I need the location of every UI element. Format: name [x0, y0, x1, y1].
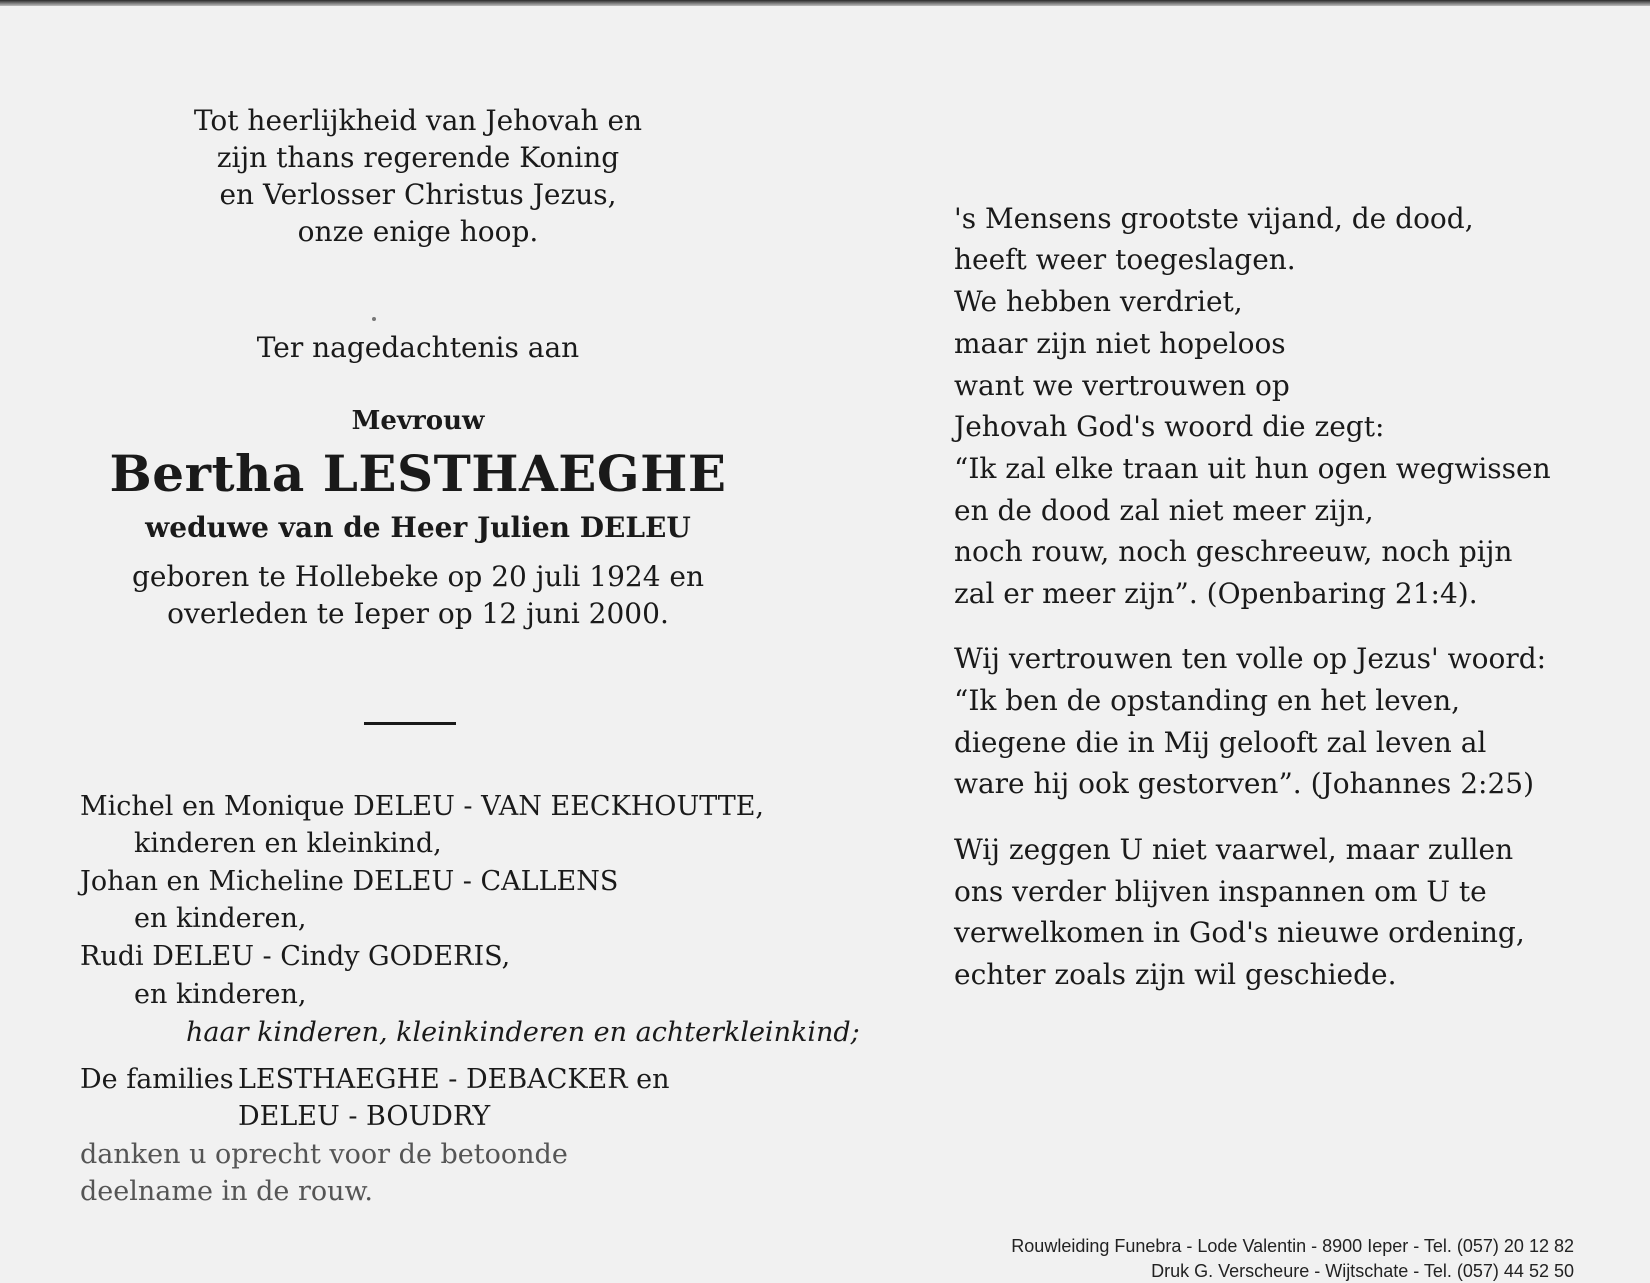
family-line-4: en kinderen, — [134, 903, 307, 934]
verse-line-5: want we vertrouwen op — [954, 369, 1290, 402]
verse-line-10: zal er meer zijn”. (Openbaring 21:4). — [954, 577, 1478, 610]
family-line-5: Rudi DELEU - Cindy GODERIS, — [80, 941, 511, 972]
quote-line-3: diegene die in Mij gelooft zal leven al — [954, 726, 1487, 759]
quote-line-4: ware hij ook gestorven”. (Johannes 2:25) — [954, 767, 1535, 800]
thanks-line-1: danken u oprecht voor de betoonde — [80, 1139, 568, 1170]
widow-of: weduwe van de Heer Julien DELEU — [145, 511, 691, 544]
verse-line-1: 's Mensens grootste vijand, de dood, — [954, 202, 1474, 235]
family-line-6: en kinderen, — [134, 979, 307, 1010]
honorific: Mevrouw — [351, 406, 485, 436]
separator-rule — [364, 722, 456, 725]
family-line-3: Johan en Micheline DELEU - CALLENS — [80, 866, 619, 897]
print-speck — [372, 317, 376, 321]
verse-line-8: en de dood zal niet meer zijn, — [954, 494, 1374, 527]
verse-line-7: “Ik zal elke traan uit hun ogen wegwissen — [954, 452, 1551, 485]
families-names-1: LESTHAEGHE - DEBACKER en — [238, 1064, 670, 1095]
verse-top-line-1: Tot heerlijkheid van Jehovah en — [193, 104, 643, 137]
verse-line-9: noch rouw, noch geschreeuw, noch pijn — [954, 535, 1513, 568]
families-label: De families — [80, 1064, 234, 1095]
family-line-2: kinderen en kleinkind, — [134, 828, 442, 859]
farewell-line-1: Wij zeggen U niet vaarwel, maar zullen — [954, 833, 1514, 866]
farewell-line-3: verwelkomen in God's nieuwe ordening, — [954, 916, 1525, 949]
family-italic-line: haar kinderen, kleinkinderen en achterkleinkind; — [186, 1017, 860, 1048]
memorial-intro: Ter nagedachtenis aan — [256, 331, 580, 364]
verse-line-4: maar zijn niet hopeloos — [954, 327, 1286, 360]
quote-line-1: Wij vertrouwen ten volle op Jezus' woord: — [954, 642, 1547, 675]
families-names-2: DELEU - BOUDRY — [238, 1101, 491, 1132]
quote-line-2: “Ik ben de opstanding en het leven, — [954, 684, 1461, 717]
thanks-line-2: deelname in de rouw. — [80, 1176, 374, 1207]
verse-line-2: heeft weer toegeslagen. — [954, 243, 1296, 276]
printer-line: Druk G. Verscheure - Wijtschate - Tel. (057) 44 52 50 — [1151, 1261, 1574, 1281]
farewell-line-4: echter zoals zijn wil geschiede. — [954, 958, 1397, 991]
birth-line: geboren te Hollebeke op 20 juli 1924 en — [131, 560, 705, 593]
verse-top-line-2: zijn thans regerende Koning — [216, 141, 620, 174]
verse-top-line-3: en Verlosser Christus Jezus, — [219, 178, 617, 211]
deceased-name: Bertha LESTHAEGHE — [109, 444, 727, 503]
family-line-1: Michel en Monique DELEU - VAN EECKHOUTTE, — [80, 791, 765, 822]
verse-line-3: We hebben verdriet, — [954, 285, 1243, 318]
verse-top-line-4: onze enige hoop. — [297, 215, 539, 248]
farewell-line-2: ons verder blijven inspannen om U te — [954, 875, 1487, 908]
verse-line-6: Jehovah God's woord die zegt: — [954, 410, 1385, 443]
funeral-home-line: Rouwleiding Funebra - Lode Valentin - 8900 Ieper - Tel. (057) 20 12 82 — [1011, 1236, 1574, 1256]
death-line: overleden te Ieper op 12 juni 2000. — [167, 597, 669, 630]
